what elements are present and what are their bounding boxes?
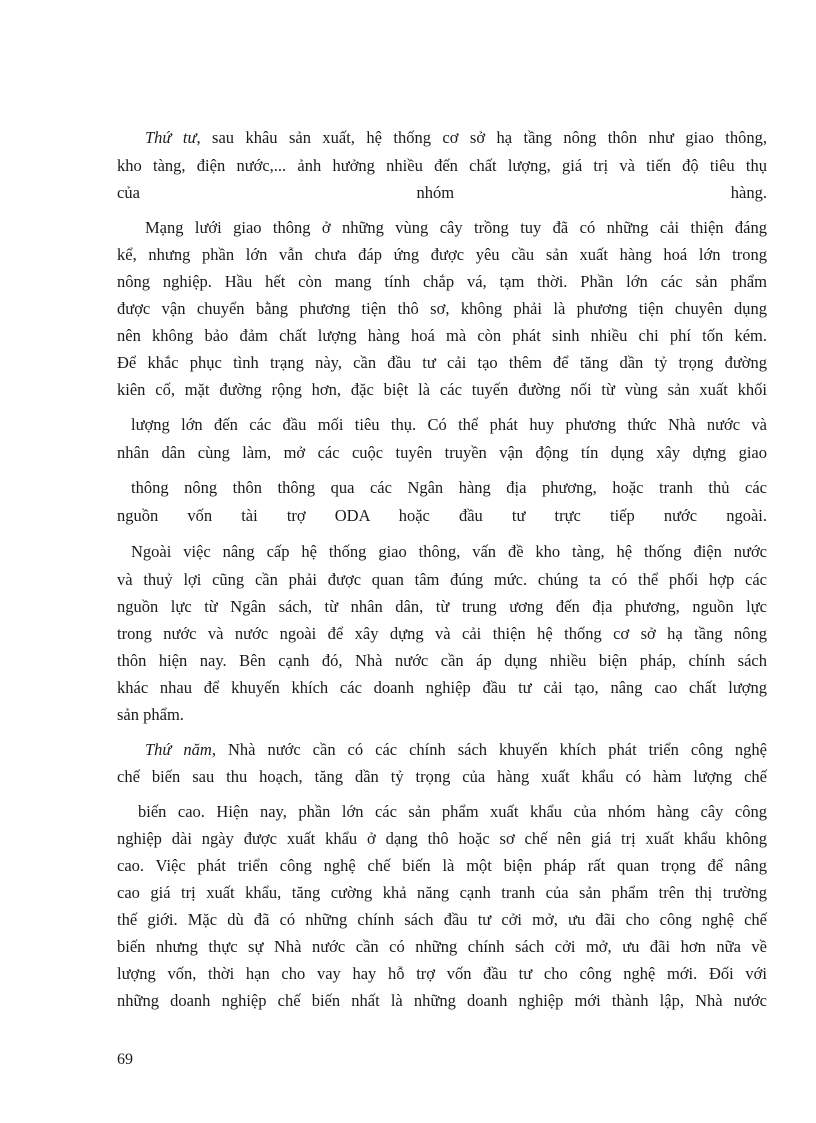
text-line: những doanh nghiệp chế biến nhất là những doanh nghiệp mới thành lập, Nhà nước	[117, 991, 767, 1010]
text-line: nhân dân cùng làm, mở các cuộc tuyên truyền vận động tín dụng xây dựng giao	[117, 443, 767, 462]
text-line: Thứ năm, Nhà nước cần có các chính sách khuyến khích phát triển công nghệ	[145, 740, 768, 759]
text-line: nghiệp dài ngày được xuất khẩu ở dạng thô hoặc sơ chế nên giá trị xuất khẩu không	[117, 829, 767, 848]
text-line: sản phẩm.	[117, 705, 184, 724]
text-line: cao giá trị xuất khẩu, tăng cường khả năng cạnh tranh của sản phẩm trên thị trường	[117, 883, 767, 902]
text-line: kể, nhưng phần lớn vẫn chưa đáp ứng được yêu cầu sản xuất hàng hoá lớn trong	[117, 245, 767, 264]
text-line: Thứ tư, sau khâu sản xuất, hệ thống cơ sở hạ tầng nông thôn như giao thông,	[145, 128, 767, 147]
page-number: 69	[117, 1051, 133, 1068]
text-line: biến nhưng thực sự Nhà nước cần có những chính sách cởi mở, ưu đãi hơn nữa về	[117, 937, 767, 956]
text-line: nguồn vốn tài trợ ODA hoặc đầu tư trực tiếp nước ngoài.	[117, 506, 767, 525]
lead-italic: Thứ tư	[145, 128, 197, 147]
text-line: biến cao. Hiện nay, phần lớn các sản phẩm xuất khẩu của nhóm hàng cây công	[138, 802, 767, 821]
text-line: kho tàng, điện nước,... ảnh hưởng nhiều đến chất lượng, giá trị và tiến độ tiêu thụ	[117, 156, 767, 175]
text-line: và thuỷ lợi cũng cần phải được quan tâm đúng mức. chúng ta có thể phối hợp các	[117, 570, 767, 589]
text-line: lượng vốn, thời hạn cho vay hay hỗ trợ vốn đầu tư cho công nghệ mới. Đối với	[117, 964, 767, 983]
text-line: Ngoài việc nâng cấp hệ thống giao thông, vấn đề kho tàng, hệ thống điện nước	[131, 542, 767, 561]
text-line: được vận chuyển bằng phương tiện thô sơ, không phải là phương tiện chuyên dụng	[117, 299, 767, 318]
text-line: của nhóm hàng.	[117, 183, 767, 202]
text-line: khác nhau để khuyến khích các doanh nghiệp đầu tư cải tạo, nâng cao chất lượng	[117, 678, 767, 697]
text-line: nông nghiệp. Hầu hết còn mang tính chắp vá, tạm thời. Phần lớn các sản phẩm	[117, 272, 767, 291]
text-line: nên không bảo đảm chất lượng hàng hoá mà còn phát sinh nhiều chi phí tốn kém.	[117, 326, 767, 345]
text-line: cao. Việc phát triển công nghệ chế biến là một biện pháp rất quan trọng để nâng	[117, 856, 767, 875]
text-line: thông nông thôn thông qua các Ngân hàng địa phương, hoặc tranh thủ các	[131, 478, 767, 497]
text-line: kiên cố, mặt đường rộng hơn, đặc biệt là các tuyến đường nối từ vùng sản xuất khối	[117, 380, 767, 399]
text-line: nguồn lực từ Ngân sách, từ nhân dân, từ trung ương đến địa phương, nguồn lực	[117, 597, 767, 616]
text-line: thôn hiện nay. Bên cạnh đó, Nhà nước cần áp dụng nhiều biện pháp, chính sách	[117, 651, 767, 670]
text-line: trong nước và nước ngoài để xây dựng và cải thiện hệ thống cơ sở hạ tầng nông	[117, 624, 767, 643]
text-line: lượng lớn đến các đầu mối tiêu thụ. Có thể phát huy phương thức Nhà nước và	[131, 415, 767, 434]
lead-italic: Thứ năm	[145, 740, 212, 759]
text-line: Mạng lưới giao thông ở những vùng cây trồng tuy đã có những cải thiện đáng	[145, 218, 767, 237]
text-line: chế biến sau thu hoạch, tăng dần tỷ trọng của hàng xuất khẩu có hàm lượng chế	[117, 767, 767, 786]
text-line: thế giới. Mặc dù đã có những chính sách đầu tư cởi mở, ưu đãi cho công nghệ chế	[117, 910, 767, 929]
text-line: Để khắc phục tình trạng này, cần đầu tư cải tạo thêm để tăng dần tỷ trọng đường	[117, 353, 767, 372]
